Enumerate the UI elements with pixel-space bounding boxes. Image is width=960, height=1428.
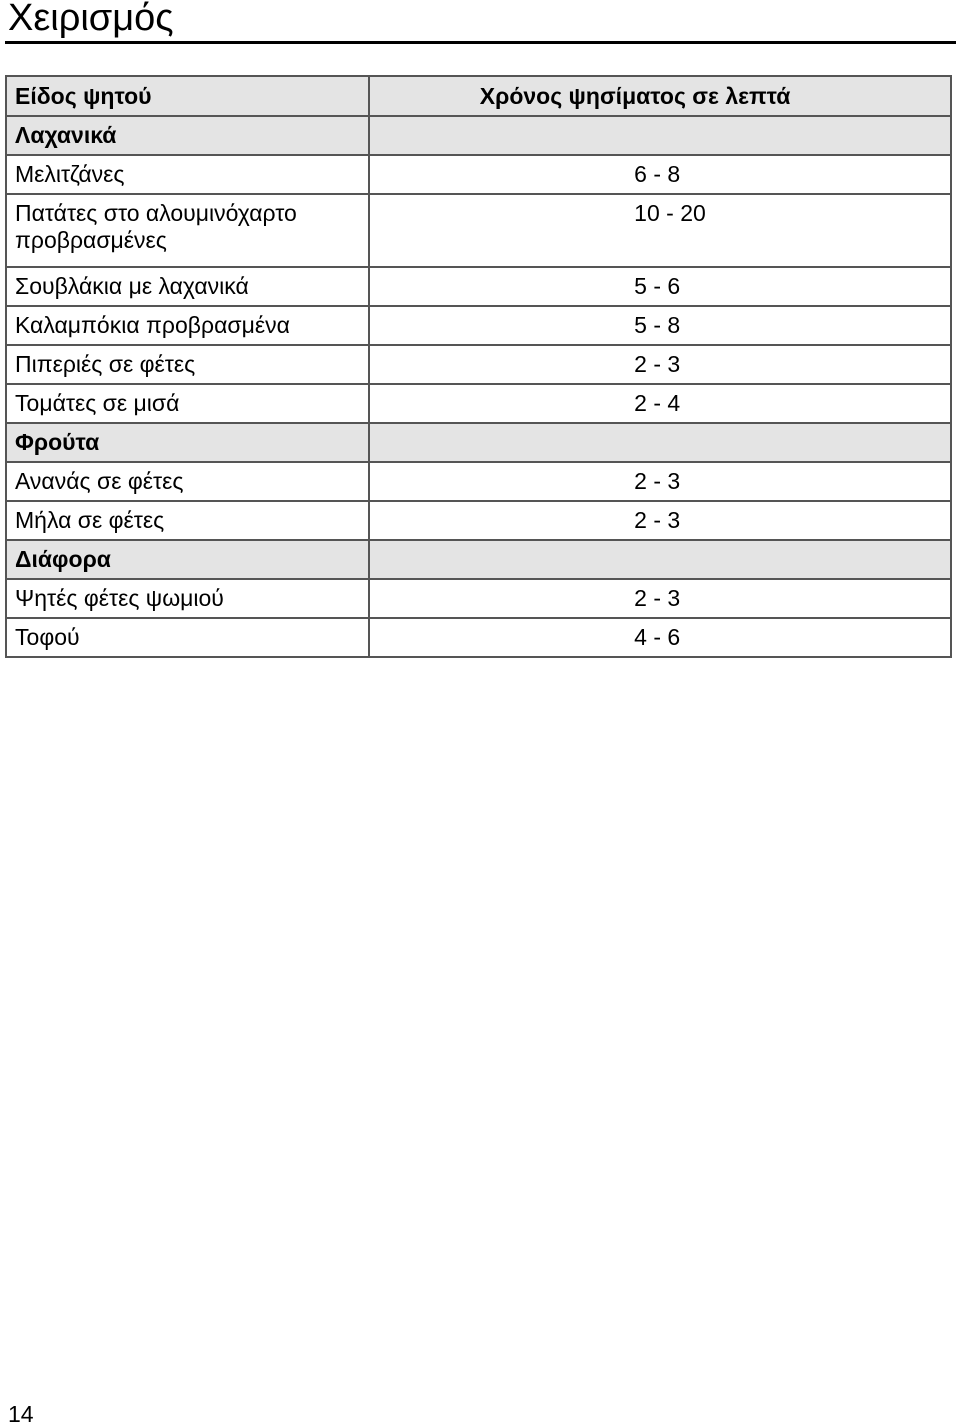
section-row-fruits bbox=[6, 423, 951, 462]
table-row bbox=[6, 579, 951, 618]
table-row bbox=[6, 306, 951, 345]
food-cell: Τομάτες σε μισά bbox=[6, 384, 369, 423]
page-number: 14 bbox=[8, 1401, 34, 1427]
table-row bbox=[6, 194, 951, 267]
table-row bbox=[6, 267, 951, 306]
time-cell: 10 - 20 bbox=[369, 194, 951, 267]
food-cell: Τοφού bbox=[6, 618, 369, 657]
food-cell: Ανανάς σε φέτες bbox=[6, 462, 369, 501]
page-title: Χειρισμός bbox=[8, 0, 174, 39]
time-cell: 2 - 3 bbox=[369, 501, 951, 540]
section-row-vegetables bbox=[6, 116, 951, 155]
title-divider bbox=[5, 41, 956, 44]
table-row bbox=[6, 345, 951, 384]
section-empty-cell bbox=[369, 423, 951, 462]
time-cell: 2 - 3 bbox=[369, 462, 951, 501]
column-header-time: Χρόνος ψησίματος σε λεπτά bbox=[369, 76, 951, 116]
table-row bbox=[6, 618, 951, 657]
time-cell: 2 - 3 bbox=[369, 345, 951, 384]
table-row bbox=[6, 462, 951, 501]
time-cell: 2 - 3 bbox=[369, 579, 951, 618]
time-cell: 5 - 8 bbox=[369, 306, 951, 345]
time-cell: 2 - 4 bbox=[369, 384, 951, 423]
food-cell: Μήλα σε φέτες bbox=[6, 501, 369, 540]
column-header-food: Είδος ψητού bbox=[6, 76, 369, 116]
food-cell: Πατάτες στο αλουμινόχαρτο προβρασμένες bbox=[6, 194, 369, 267]
time-cell: 6 - 8 bbox=[369, 155, 951, 194]
section-empty-cell bbox=[369, 540, 951, 579]
table-row bbox=[6, 384, 951, 423]
time-cell: 4 - 6 bbox=[369, 618, 951, 657]
time-cell: 5 - 6 bbox=[369, 267, 951, 306]
table-row bbox=[6, 501, 951, 540]
grilling-times-table bbox=[5, 75, 952, 658]
section-row-misc bbox=[6, 540, 951, 579]
table-row bbox=[6, 155, 951, 194]
section-label: Διάφορα bbox=[6, 540, 369, 579]
food-cell: Ψητές φέτες ψωμιού bbox=[6, 579, 369, 618]
table-header-row bbox=[6, 76, 951, 116]
section-label: Λαχανικά bbox=[6, 116, 369, 155]
section-label: Φρούτα bbox=[6, 423, 369, 462]
food-cell: Καλαμπόκια προβρασμένα bbox=[6, 306, 369, 345]
food-cell: Σουβλάκια με λαχανικά bbox=[6, 267, 369, 306]
food-cell: Μελιτζάνες bbox=[6, 155, 369, 194]
section-empty-cell bbox=[369, 116, 951, 155]
food-cell: Πιπεριές σε φέτες bbox=[6, 345, 369, 384]
